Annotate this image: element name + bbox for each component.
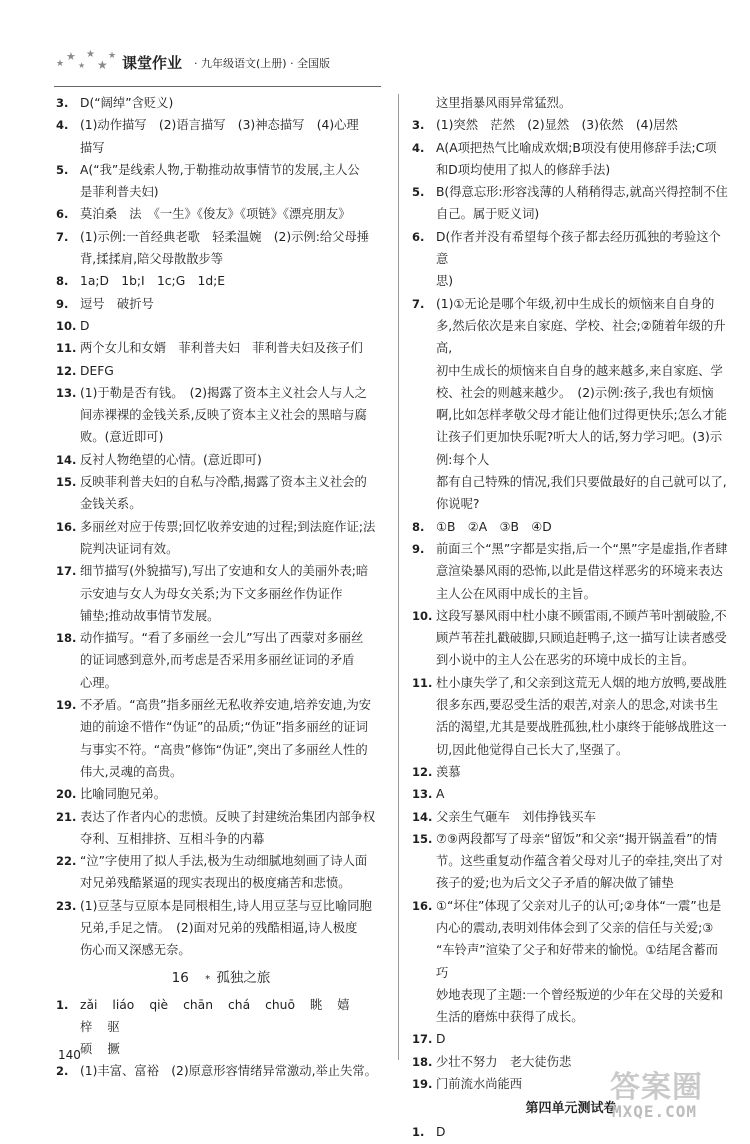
answer-item — [56, 449, 386, 471]
answer-item — [56, 293, 386, 315]
item-number: 6. — [412, 229, 425, 244]
column-divider — [398, 94, 399, 1060]
answer-item — [56, 1060, 386, 1082]
answer-line: 内心的震动,表明刘伟体会到了父亲的信任与关爱;③ — [436, 920, 714, 935]
item-number: 13. — [412, 787, 433, 802]
answer-line: D(“阔绰”含贬义) — [80, 96, 174, 110]
answer-line: 迪的前途不惜作“伪证”的品质;“伪证”指多丽丝的证词 — [80, 720, 368, 735]
item-number: 21. — [56, 809, 77, 824]
answer-line: 对兄弟残酷紧逼的现实表现出的极度痛苦和悲愤。 — [80, 876, 351, 891]
pinyin-word: chān — [183, 997, 214, 1012]
answer-line: 你说呢? — [436, 497, 480, 512]
answer-line: 顾芦苇茬扎戳破脚,只顾追赶鸭子,这一描写让读者感受 — [436, 631, 727, 646]
answer-line: 活的渴望,尤其是要战胜孤独,杜小康终于能够战胜这一 — [436, 720, 727, 735]
item-number: 20. — [56, 787, 77, 802]
answer-line: 表达了作者内心的悲愤。反映了封建统治集团内部争权 — [80, 809, 376, 824]
answer-item — [56, 337, 386, 359]
answer-item — [412, 226, 730, 293]
answer-line: 到小说中的主人公在恶劣的环境中成长的主旨。 — [436, 653, 695, 668]
answer-line: 描写 — [80, 140, 105, 155]
pinyin-word: zǎi — [80, 997, 98, 1012]
answer-line: 细节描写(外貌描写),写出了安迪和女人的美丽外表;暗 — [80, 564, 369, 579]
answer-item — [56, 270, 386, 292]
answer-line: D — [436, 1032, 446, 1047]
answer-item — [412, 137, 730, 182]
answer-line: D — [80, 318, 90, 333]
answer-line: 动作描写。“看了多丽丝一会儿”写出了西蒙对多丽丝 — [80, 631, 364, 646]
answer-line: 不矛盾。“高贵”指多丽丝无私收养安迪,培养安迪,为安 — [80, 698, 372, 713]
answer-item — [56, 159, 386, 204]
pinyin-word: 眺 — [309, 997, 323, 1012]
item-number: 12. — [56, 363, 77, 378]
item-number: 8. — [412, 519, 425, 534]
answer-item — [56, 895, 386, 962]
answer-line: 院判决证词有效。 — [80, 541, 179, 556]
answer-line: (1)豆茎与豆原本是同根相生,诗人用豆茎与豆比喻同胞 — [80, 898, 372, 913]
answer-line: 莫泊桑 法 《一生》《俊友》《项链》《漂亮朋友》 — [80, 207, 351, 222]
answer-item — [412, 672, 730, 761]
page-header — [56, 44, 696, 84]
answer-line: 啊,比如怎样孝敬父母才能让他们过得更快乐;怎么才能 — [436, 408, 727, 423]
answer-line: 意渲染暴风雨的恐怖,以此是借这样恶劣的环境来表达 — [436, 564, 723, 579]
answer-line: 少壮不努力 老大徒伤悲 — [436, 1054, 572, 1069]
item-number: 7. — [56, 229, 69, 244]
answer-line: 伤心而又深感无奈。 — [80, 943, 191, 958]
section-number: 16 — [171, 969, 189, 986]
answer-line: 的证词感到意外,而考虑是否采用多丽丝证词的矛盾 — [80, 653, 355, 668]
test-title: 第四单元测试卷 — [525, 1101, 617, 1117]
answer-line: 多,然后依次是来自家庭、学校、社会;②随着年级的升高, — [436, 318, 726, 356]
answer-line: A — [436, 787, 445, 802]
pinyin-words — [80, 994, 386, 1039]
watermark-text: 答案圈 — [610, 1070, 703, 1105]
answer-line: 是菲利普夫妇) — [80, 185, 159, 200]
answer-line: 孩子的爱;也为后文父子矛盾的解决做了铺垫 — [436, 876, 674, 891]
answer-list — [56, 92, 386, 962]
item-number: 14. — [56, 452, 77, 467]
answer-line: 金钱关系。 — [80, 497, 142, 512]
answer-line: 都有自己特殊的情况,我们只要做最好的自己就可以了, — [436, 475, 727, 490]
item-number: 18. — [412, 1054, 433, 1069]
item-number: 1. — [56, 997, 69, 1012]
item-number: 15. — [412, 831, 433, 846]
item-number: 8. — [56, 274, 69, 289]
answer-line: 校、社会的则越来越少。 (2)示例:孩子,我也有烦恼 — [436, 385, 714, 400]
item-number: 9. — [56, 296, 69, 311]
item-number: 19. — [56, 698, 77, 713]
item-number: 4. — [56, 118, 69, 133]
item-number: 7. — [412, 296, 425, 311]
answer-line: (1)丰富、富裕 (2)原意形容情绪异常激动,举止失常。 — [80, 1064, 377, 1079]
answer-line: 反映菲利普夫妇的自私与冷酷,揭露了资本主义社会的 — [80, 475, 367, 490]
item-number: 23. — [56, 898, 77, 913]
item-number: 15. — [56, 475, 77, 490]
answer-item — [412, 538, 730, 605]
answer-item — [56, 92, 386, 114]
answer-line: 反衬人物绝望的心情。(意近即可) — [80, 452, 262, 467]
answer-item — [412, 293, 730, 516]
answer-line: (1)示例:一首经典老歌 轻柔温婉 (2)示例:给父母捶 — [80, 229, 370, 244]
answer-line: 很多东西,要忍受生活的艰苦,对亲人的思念,对读书生 — [436, 698, 719, 713]
answer-line: 和D项均使用了拟人的修辞手法) — [436, 162, 611, 177]
answer-line: 前面三个“黑”字都是实指,后一个“黑”字是虚指,作者肆 — [436, 541, 728, 556]
answer-line: 兄弟,手足之情。 (2)面对兄弟的残酷相逼,诗人极度 — [80, 920, 358, 935]
answer-item — [56, 560, 386, 627]
answer-line: 与事实不符。“高贵”修饰“伪证”,突出了多丽丝人性的 — [80, 742, 368, 757]
item-number: 1. — [412, 1125, 425, 1140]
answer-item — [412, 605, 730, 672]
answer-line: B(得意忘形:形容浅薄的人稍稍得志,就高兴得控制不住 — [436, 185, 728, 200]
pinyin-word: 撅 — [107, 1042, 120, 1057]
pinyin-item — [56, 994, 386, 1061]
answer-item — [412, 516, 730, 538]
item-number: 17. — [56, 564, 77, 579]
answer-line: 让孩子们更加快乐呢?听大人的话,努力学习吧。(3)示例:每个人 — [436, 430, 723, 467]
answer-line: 自己。属于贬义词) — [436, 207, 540, 222]
answer-item — [412, 181, 730, 226]
book-title: 课堂作业 — [122, 54, 183, 72]
answer-item — [56, 694, 386, 783]
right-column — [412, 92, 730, 1144]
pinyin-word: liáo — [112, 997, 135, 1012]
answer-line: 间赤裸裸的金钱关系,反映了资本主义社会的黑暗与腐 — [80, 408, 367, 423]
answer-item — [56, 627, 386, 694]
item-number: 10. — [412, 608, 433, 623]
answer-item — [56, 226, 386, 271]
answer-item — [56, 315, 386, 337]
answer-item — [56, 114, 386, 159]
answer-line: 多丽丝对应于传票;回忆收养安迪的过程;到法庭作证;法 — [80, 519, 376, 534]
answer-line: D(作者并没有希望每个孩子都去经历孤独的考验这个意 — [436, 229, 721, 267]
item-number: 3. — [56, 96, 69, 110]
answer-line: “车铃声”渲染了父子和好带来的愉悦。①结尾含蓄而巧 — [436, 943, 719, 980]
section-title: 孤独之旅 — [216, 969, 271, 986]
answer-item — [412, 806, 730, 828]
answer-list — [412, 114, 730, 1095]
pinyin-word: 驱 — [107, 1019, 120, 1034]
item-number: 12. — [412, 764, 433, 779]
answer-item — [56, 360, 386, 382]
answer-line: 门前流水尚能西 — [436, 1077, 523, 1092]
answer-line: (1)动作描写 (2)语言描写 (3)神态描写 (4)心理 — [80, 118, 359, 133]
answer-line: DEFG — [80, 363, 114, 378]
page-number: 140 — [58, 1048, 81, 1062]
item-number: 11. — [56, 341, 77, 356]
answer-line: 败。(意近即可) — [80, 430, 164, 445]
item-number: 4. — [412, 140, 425, 155]
item-number: 19. — [412, 1077, 433, 1092]
answer-line: ⑦⑨两段都写了母亲“留饭”和父亲“揭开锅盖看”的情 — [436, 831, 718, 846]
answer-item — [412, 828, 730, 895]
watermark-logo — [608, 1062, 742, 1126]
section-star-icon: * — [205, 973, 211, 985]
answer-item — [412, 895, 730, 1029]
answer-line: 思) — [436, 274, 454, 289]
answer-list — [56, 1060, 386, 1082]
answer-line: 节。这些重复动作蕴含着父母对儿子的牵挂,突出了对 — [436, 854, 723, 869]
answer-line: 心理。 — [80, 675, 117, 690]
answer-line: ①“坏住”体现了父亲对儿子的认可;②身体“一震”也是 — [436, 898, 722, 913]
item-number: 9. — [412, 541, 425, 556]
answer-item — [56, 516, 386, 561]
answer-line: 示安迪与女人为母女关系;为下文多丽丝作伪证作 — [80, 586, 343, 601]
item-number: 13. — [56, 385, 77, 400]
answer-line: 杜小康失学了,和父亲到这荒无人烟的地方放鸭,要战胜 — [436, 675, 727, 690]
pinyin-word: qiè — [149, 997, 169, 1012]
answer-item — [56, 850, 386, 895]
answer-line: A(A项把热气比喻成欢烟;B项没有使用修辞手法;C项 — [436, 140, 717, 155]
answer-item — [56, 806, 386, 851]
header-rule — [54, 86, 381, 87]
answer-line: 逗号 破折号 — [80, 296, 154, 311]
answer-line: 切,因此他觉得自己长大了,坚强了。 — [436, 742, 629, 757]
item-number: 14. — [412, 809, 433, 824]
item-number: 3. — [412, 118, 425, 133]
answer-line: 背,揉揉肩,陪父母散散步等 — [80, 252, 224, 267]
answer-item — [412, 761, 730, 783]
answer-line: 两个女儿和女婿 菲利普夫妇 菲利普夫妇及孩子们 — [80, 341, 363, 356]
pinyin-words-cont — [80, 1038, 386, 1060]
answer-line: 生活的磨炼中获得了成长。 — [436, 1010, 584, 1025]
item-number: 2. — [56, 1064, 69, 1079]
answer-line: 妙地表现了主题:一个曾经叛逆的少年在父母的关爱和 — [436, 987, 723, 1002]
item-number: 11. — [412, 675, 433, 690]
item-number: 22. — [56, 854, 77, 869]
continued-line: 这里指暴风雨异常猛烈。 — [436, 96, 572, 110]
item-number: 5. — [412, 185, 425, 200]
item-number: 18. — [56, 631, 77, 646]
answer-line: (1)于勒是否有钱。 (2)揭露了资本主义社会人与人之 — [80, 385, 367, 400]
book-subtitle: · 九年级语文(上册) · 全国版 — [194, 57, 331, 70]
section-heading — [56, 967, 386, 991]
pinyin-word: chá — [228, 997, 251, 1012]
stars-decoration-icon: ★ ★ ★ ★ ★ ★ — [56, 49, 117, 72]
answer-line: “泣”字使用了拟人手法,极为生动细腻地刻画了诗人面 — [80, 854, 368, 869]
answer-line: 伟大,灵魂的高贵。 — [80, 764, 183, 779]
pinyin-word: 嬉 — [337, 997, 350, 1012]
item-number: 6. — [56, 207, 69, 222]
item-number: 17. — [412, 1032, 433, 1047]
answer-line: ①B ②A ③B ④D — [436, 519, 552, 534]
answer-line: 主人公在风雨中成长的主旨。 — [436, 586, 596, 601]
answer-item — [56, 382, 386, 449]
answer-item — [56, 203, 386, 225]
item-number: 10. — [56, 318, 77, 333]
answer-line: (1)突然 茫然 (2)显然 (3)依然 (4)居然 — [436, 118, 678, 133]
pinyin-word: chuō — [265, 997, 295, 1012]
answer-line: 1a;D 1b;I 1c;G 1d;E — [80, 274, 226, 289]
answer-item — [412, 114, 730, 136]
pinyin-word: 梓 — [80, 1019, 93, 1034]
answer-item — [412, 1028, 730, 1050]
item-number: 16. — [56, 519, 77, 534]
answer-line: 父亲生气砸车 刘伟挣钱买车 — [436, 809, 596, 824]
answer-item — [56, 471, 386, 516]
answer-line: 夺利、互相排挤、互相斗争的内幕 — [80, 831, 265, 846]
answer-line: A(“我”是线索人物,于勒推动故事情节的发展,主人公 — [80, 162, 360, 177]
answer-item — [412, 783, 730, 805]
answer-line: D — [436, 1125, 446, 1140]
answer-item — [56, 783, 386, 805]
answer-line: 比喻同胞兄弟。 — [80, 787, 167, 802]
left-column — [56, 92, 386, 1083]
item-number: 16. — [412, 898, 433, 913]
answer-line: 羡慕 — [436, 764, 461, 779]
answer-line: 铺垫;推动故事情节发展。 — [80, 608, 220, 623]
watermark-url: MXQE.COM — [612, 1102, 698, 1121]
answer-line: 初中生成长的烦恼来自自身的越来越多,来自家庭、学 — [436, 363, 723, 378]
item-number: 5. — [56, 162, 69, 177]
answer-line: 这段写暴风雨中杜小康不顾雷雨,不顾芦苇叶割破脸,不 — [436, 608, 727, 623]
answer-line: (1)①无论是哪个年级,初中生成长的烦恼来自自身的 — [436, 296, 715, 311]
pinyin-word: 硕 — [80, 1042, 93, 1057]
